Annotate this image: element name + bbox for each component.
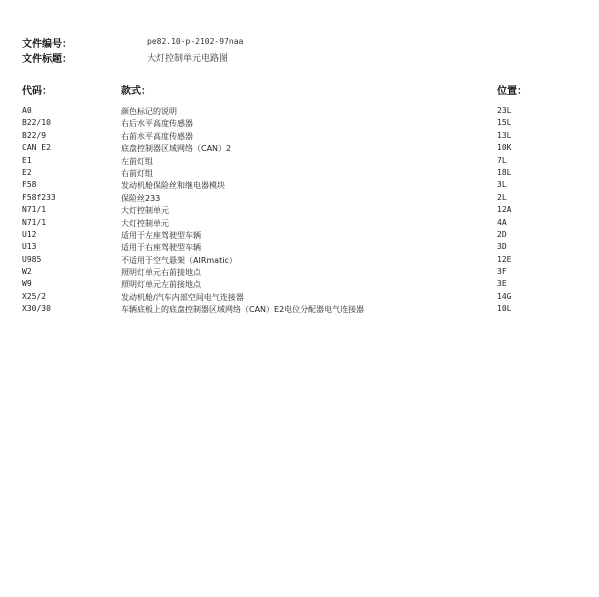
row-description: 不适用于空气悬架（AIRmatic） <box>121 255 237 265</box>
table-row <box>0 230 599 242</box>
row-description: 车辆底板上的底盘控制器区域网络（CAN）E2电位分配器电气连接器 <box>121 305 365 315</box>
doc-number-label: 文件编号： <box>22 39 72 50</box>
column-header-description: 款式： <box>121 86 151 97</box>
row-position: 3F <box>497 267 507 277</box>
row-description: 照明灯单元右前接地点 <box>121 268 201 278</box>
component-table <box>0 106 599 317</box>
row-description: 左前灯组 <box>121 156 153 166</box>
row-code: B22/10 <box>22 118 51 128</box>
column-header-code: 代码： <box>22 86 52 97</box>
table-row <box>0 180 599 192</box>
row-code: B22/9 <box>22 130 47 140</box>
column-header-position: 位置： <box>497 86 527 97</box>
row-code: CAN E2 <box>22 143 51 153</box>
doc-title-label: 文件标题： <box>22 54 72 65</box>
row-code: U13 <box>22 242 37 252</box>
row-position: 12E <box>497 254 512 264</box>
row-code: W2 <box>22 267 32 277</box>
row-code: X25/2 <box>22 291 47 301</box>
row-description: 右后水平高度传感器 <box>121 119 193 129</box>
table-row <box>0 292 599 304</box>
row-description: 右前灯组 <box>121 168 153 178</box>
row-description: 右前水平高度传感器 <box>121 131 193 141</box>
row-description: 照明灯单元左前接地点 <box>121 280 201 290</box>
row-code: W9 <box>22 279 32 289</box>
row-code: U12 <box>22 229 37 239</box>
row-description: 适用于右座驾驶型车辆 <box>121 243 201 253</box>
table-row <box>0 267 599 279</box>
row-code: N71/1 <box>22 217 47 227</box>
row-code: N71/1 <box>22 205 47 215</box>
row-position: 10L <box>497 304 512 314</box>
table-row <box>0 205 599 217</box>
table-row <box>0 279 599 291</box>
row-description: 保险丝233 <box>121 193 161 203</box>
row-position: 10K <box>497 143 512 153</box>
row-description: 颜色标记的说明 <box>121 107 177 116</box>
table-row <box>0 106 599 118</box>
table-row <box>0 118 599 130</box>
row-code: F58f233 <box>22 192 56 202</box>
row-position: 7L <box>497 155 507 165</box>
table-row <box>0 304 599 316</box>
row-position: 13L <box>497 130 512 140</box>
row-position: 2L <box>497 192 507 202</box>
row-code: A0 <box>22 106 32 115</box>
table-row <box>0 168 599 180</box>
row-position: 3L <box>497 180 507 190</box>
row-code: E2 <box>22 167 32 177</box>
row-position: 12A <box>497 205 512 215</box>
row-position: 3D <box>497 242 507 252</box>
table-row <box>0 131 599 143</box>
row-position: 3E <box>497 279 507 289</box>
row-description: 发动机舱保险丝和继电器模块 <box>121 181 225 191</box>
row-description: 底盘控制器区域网络（CAN）2 <box>121 144 232 154</box>
row-position: 4A <box>497 217 507 227</box>
row-description: 大灯控制单元 <box>121 206 169 216</box>
row-code: X30/30 <box>22 304 51 314</box>
table-row <box>0 242 599 254</box>
table-row <box>0 143 599 155</box>
row-description: 发动机舱/汽车内部空间电气连接器 <box>121 292 244 302</box>
row-description: 适用于左座驾驶型车辆 <box>121 230 201 240</box>
row-code: U985 <box>22 254 42 264</box>
table-row <box>0 193 599 205</box>
table-row <box>0 156 599 168</box>
row-position: 23L <box>497 106 512 115</box>
row-code: F58 <box>22 180 37 190</box>
row-code: E1 <box>22 155 32 165</box>
row-position: 14G <box>497 291 512 301</box>
table-row <box>0 255 599 267</box>
doc-number-value: pe82.10-p-2102-97naa <box>147 37 244 46</box>
row-position: 15L <box>497 118 512 128</box>
row-position: 18L <box>497 167 512 177</box>
row-position: 2D <box>497 229 507 239</box>
doc-title-value: 大灯控制单元电路图 <box>147 54 229 64</box>
row-description: 大灯控制单元 <box>121 218 169 228</box>
table-row <box>0 218 599 230</box>
